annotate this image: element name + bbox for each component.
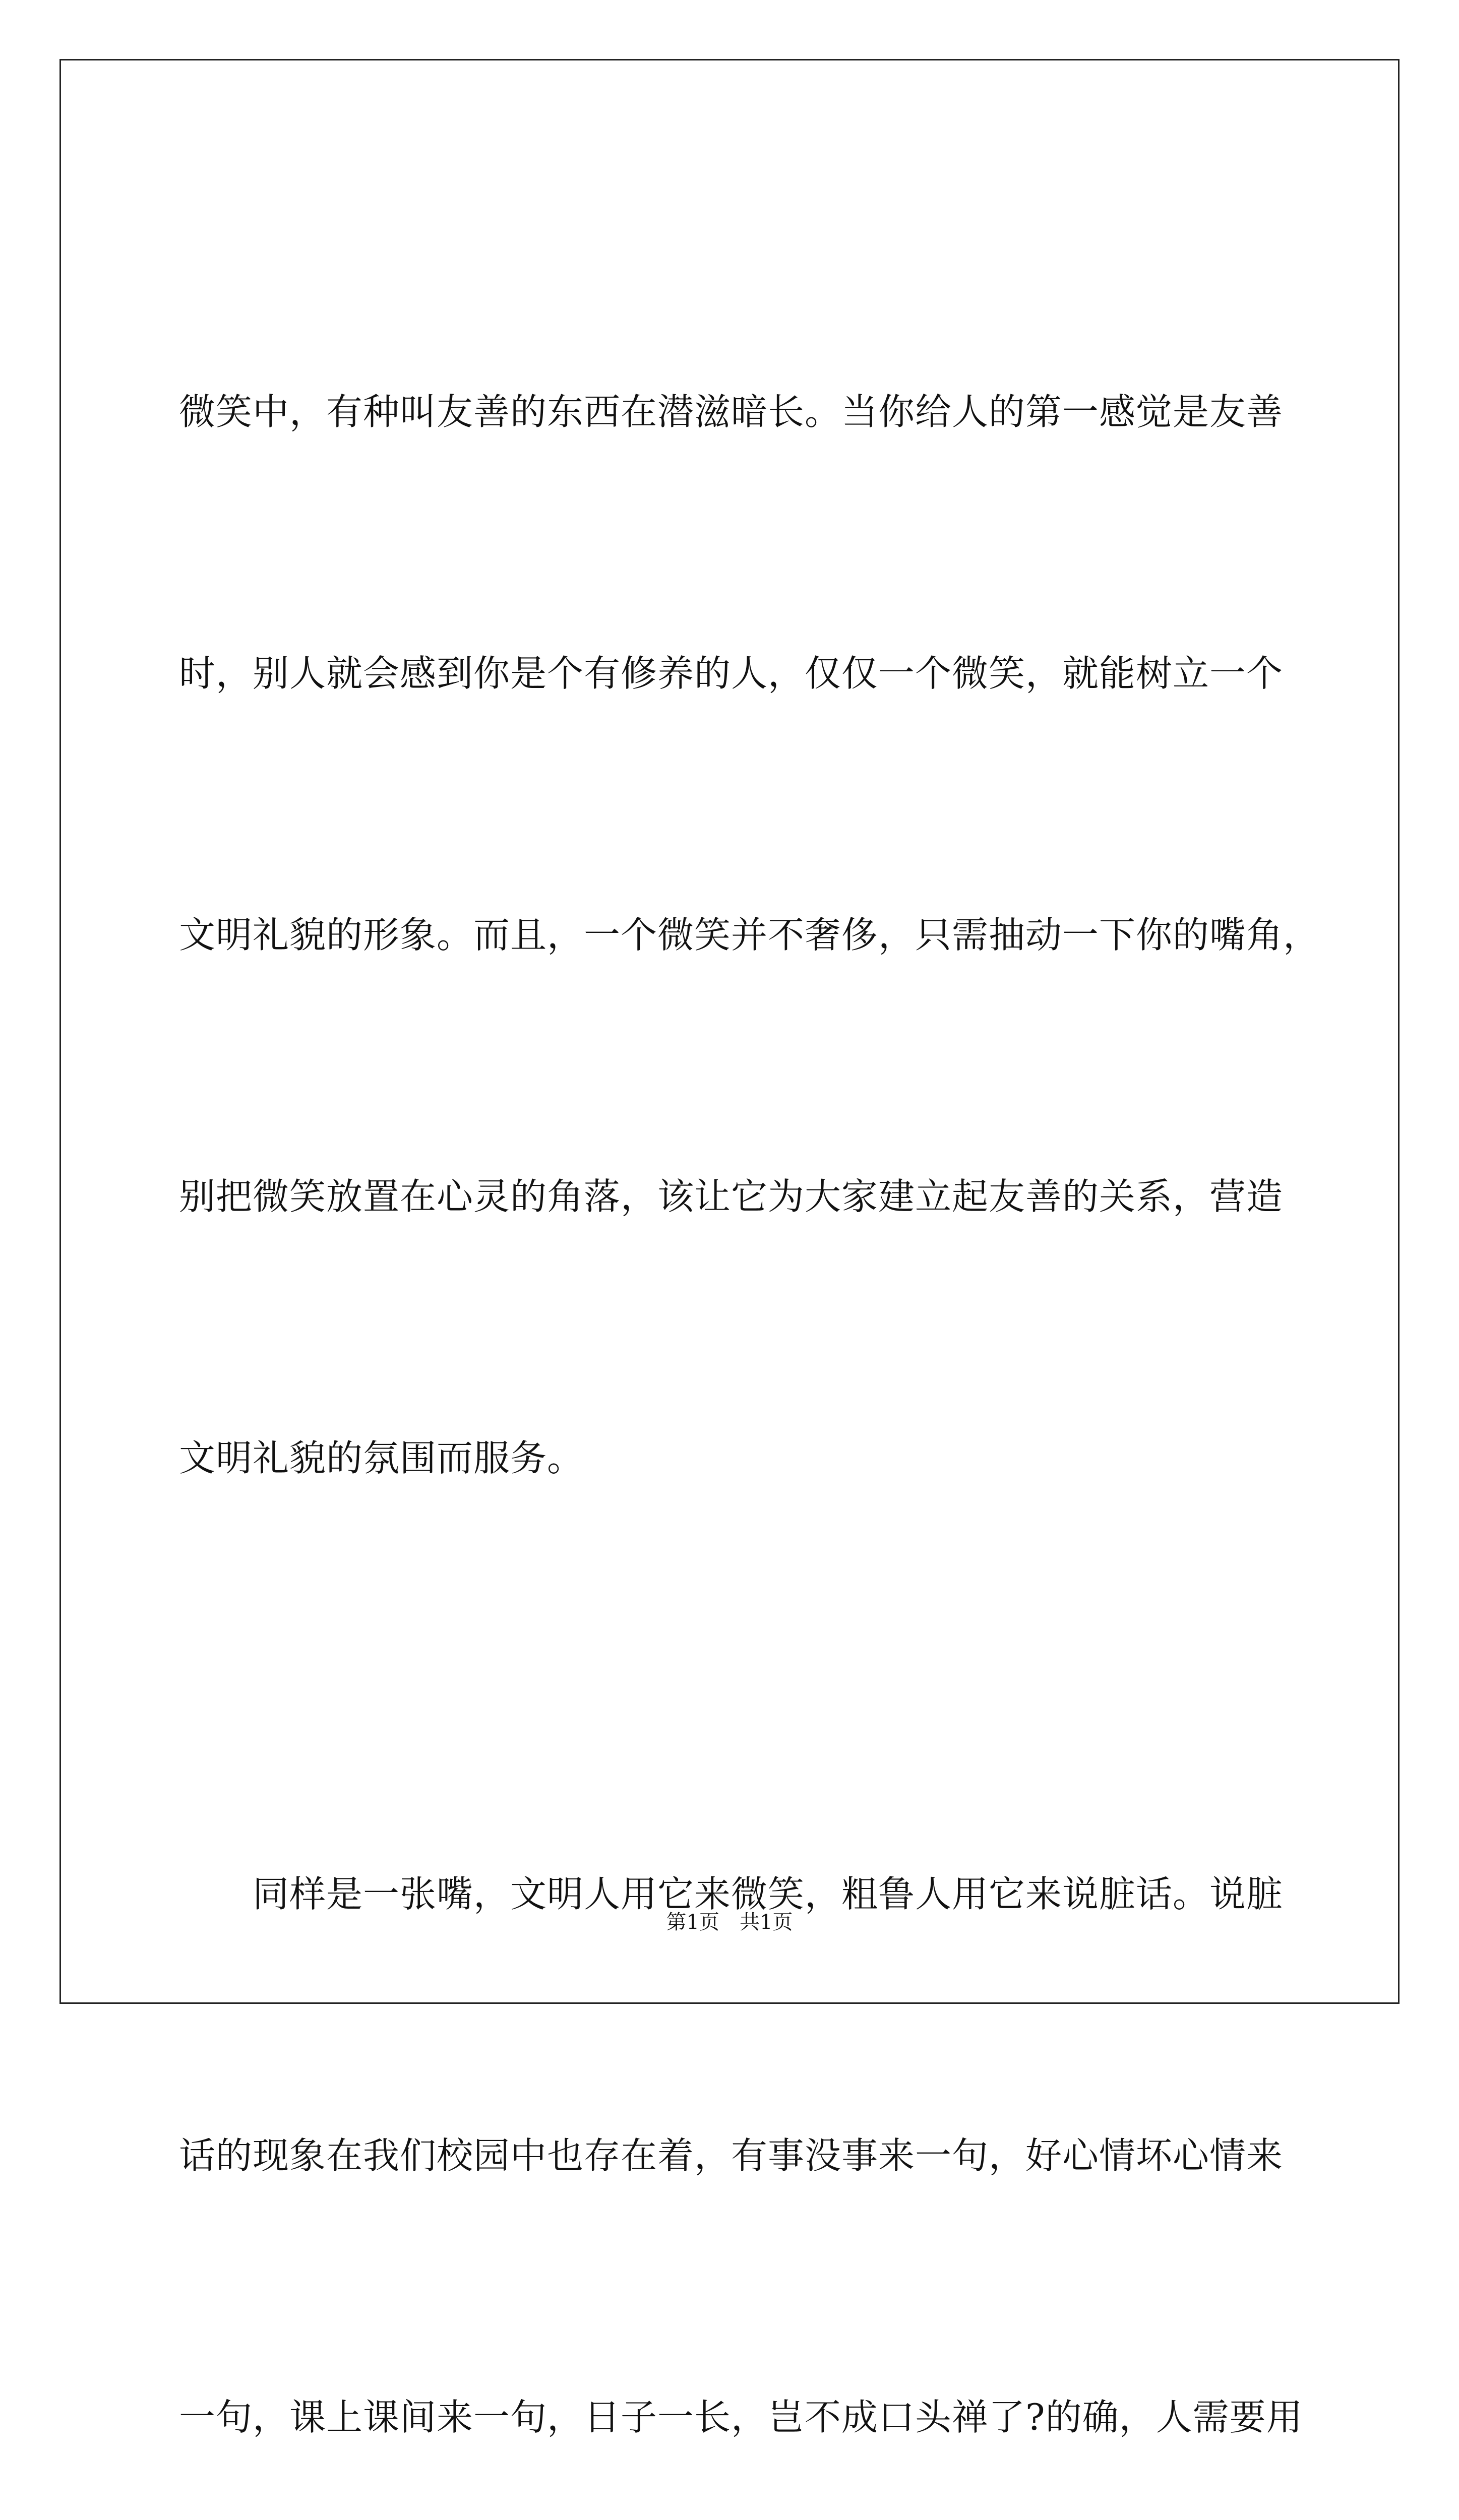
text-line: 微笑中，有种叫友善的东西在潜滋暗长。当你给人的第一感觉是友善: [179, 391, 1284, 433]
paragraph-1: [179, 194, 1320, 1676]
document-body: [179, 194, 1320, 2520]
paragraph-2: [179, 1676, 1303, 2520]
text-line: 别把微笑放置在心灵的角落，该让它为大家建立起友善的关系，营造: [179, 1175, 1284, 1218]
text-line: 时，别人就会感到你是个有修养的人，仅仅一个微笑，就能树立一个: [179, 652, 1284, 695]
text-line: 同样是一张嘴，文明人用它来微笑，粗鲁人用它来说脏话。说脏: [179, 1873, 1284, 1915]
text-line: 文明礼貌的氛围而服务。: [179, 1437, 584, 1479]
text-line: 一句，课上课间来一句，日子一长，岂不成口头禅了?的确，人需要用: [179, 2396, 1303, 2438]
text-line: 话的现象在我们校园中也存在着，有事没事来一句，好心情坏心情来: [179, 2134, 1284, 2177]
page-number: 第1页 共1页: [666, 1911, 793, 1934]
text-line: 文明礼貌的形象。而且，一个微笑并不奢侈，只需抽动一下你的嘴角，: [179, 914, 1320, 956]
